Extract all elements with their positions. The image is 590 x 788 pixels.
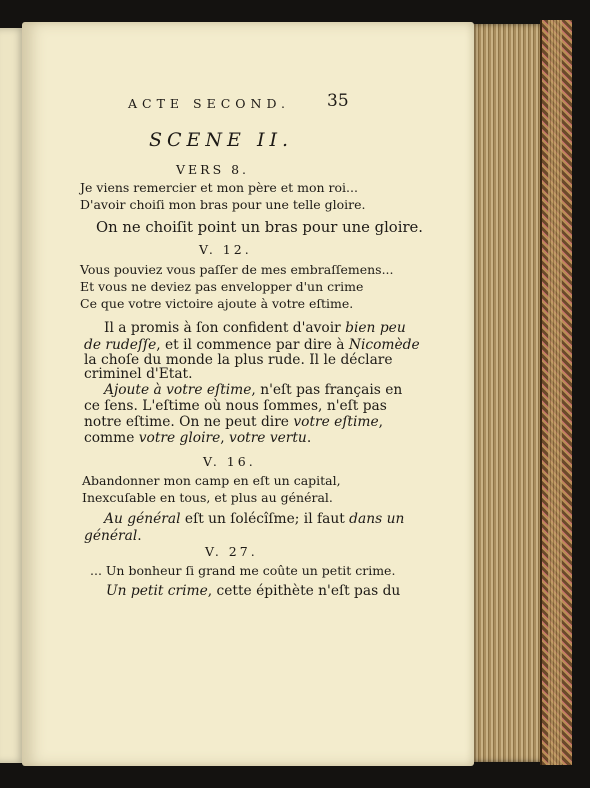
verse-label: VERS 8. bbox=[176, 162, 250, 177]
commentary-line: la choſe du monde la plus rude. Il le déclare bbox=[84, 352, 393, 368]
commentary-line: notre eſtime. On ne peut dire votre eſtime, bbox=[84, 414, 384, 430]
verse-line: ... Un bonheur ſi grand me coûte un petit crime. bbox=[90, 563, 396, 578]
verse-label: V. 27. bbox=[205, 544, 258, 559]
page-number: 35 bbox=[327, 91, 349, 111]
running-header: ACTE SECOND. bbox=[128, 96, 291, 111]
commentary-line: On ne choiſit point un bras pour une gloire. bbox=[96, 219, 423, 236]
verse-line: D'avoir choiſi mon bras pour une telle gloire. bbox=[80, 197, 366, 212]
book-cover bbox=[540, 20, 572, 765]
verse-line: Abandonner mon camp en eſt un capital, bbox=[82, 473, 341, 488]
commentary-line: Au général eſt un ſolécîſme; il faut dans un bbox=[104, 511, 405, 527]
verse-label: V. 16. bbox=[203, 454, 256, 469]
commentary-line: général. bbox=[84, 528, 142, 544]
commentary-line: Il a promis à ſon confident d'avoir bien peu bbox=[104, 320, 406, 336]
commentary-line: ce ſens. L'eſtime où nous ſommes, n'eſt pas bbox=[84, 398, 387, 414]
commentary-line: criminel d'Etat. bbox=[84, 366, 193, 382]
scene-title: SCENE II. bbox=[149, 129, 294, 151]
verse-line: Inexcuſable en tous, et plus au général. bbox=[82, 490, 333, 505]
commentary-line: Ajoute à votre eſtime, n'eſt pas français en bbox=[104, 382, 403, 398]
page-edges bbox=[474, 24, 548, 762]
commentary-line: de rudeſſe, et il commence par dire à Nicomède bbox=[84, 337, 420, 353]
commentary-line: Un petit crime, cette épithète n'eſt pas du bbox=[106, 583, 401, 599]
commentary-line: comme votre gloire, votre vertu. bbox=[84, 430, 312, 446]
verse-label: V. 12. bbox=[199, 242, 252, 257]
verse-line: Et vous ne deviez pas envelopper d'un crime bbox=[80, 279, 364, 294]
verse-line: Vous pouviez vous paſſer de mes embraſſemens... bbox=[80, 262, 394, 277]
verse-line: Ce que votre victoire ajoute à votre eſtime. bbox=[80, 296, 354, 311]
verse-line: Je viens remercier et mon père et mon roi... bbox=[80, 180, 358, 195]
